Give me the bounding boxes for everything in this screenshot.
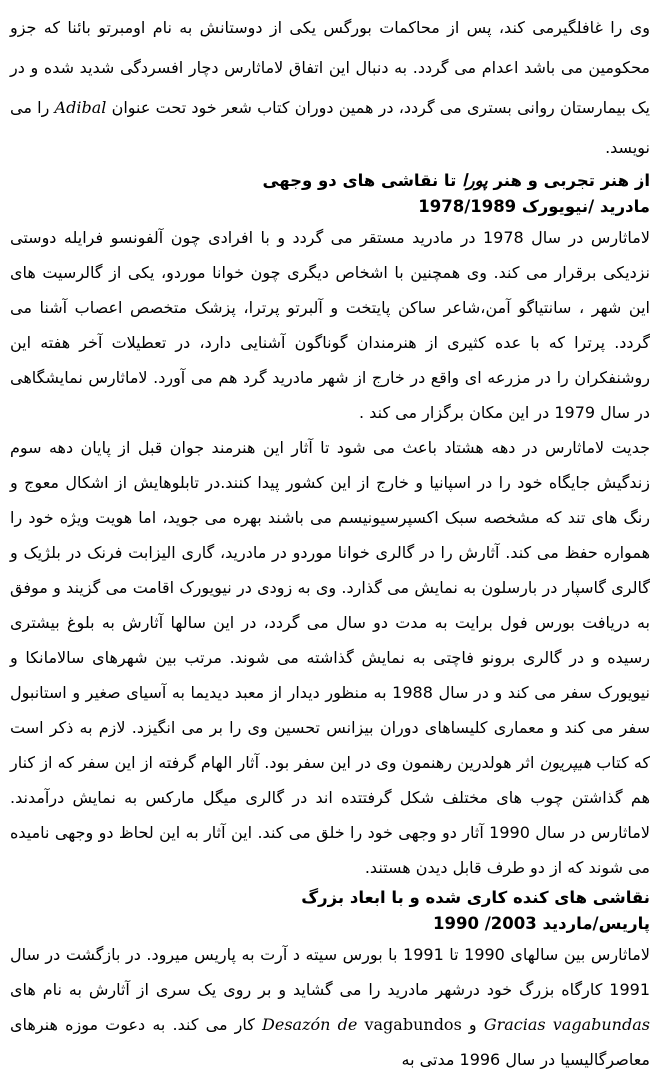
section1-paragraph-2-pre: جدیت لاماثارس در دهه هشتاد باعث می شود تا آثار این هنرمند جوان قبل از پایان دهه سوم زندگیش جایگاه خود را در اسپانیا و خارج از این کشور پیدا کنند.در تابلوهایش از اشکال معوج و رنگ های تند که مشخصه سبک اکسپرسیونیسم می باشند بهره می جوید، اما هویت ویژه خود را همواره حفظ می کند. آثارش را در گالری خوانا موردو در مادرید، گاری الیزابت فرنک در بلژیک و گالری گاسپار در بارسلون به نمایش می گذارد. وی به زودی در نیویورک اقامت می گزیند و موفق به دریافت بورس فول برایت به مدت دو سال می گردد، در این سالها آثارش به بلوغ بیشتری رسیده و در گالری برونو فاچتی به نمایش گذاشته می شوند. مرتب بین شهرهای سالامانکا و نیویورک سفر می کند و در سال 1988 به منظور دیدار از معبد دیدیما به آسیای صغیر و استانبول سفر می کند و معماری کلیساهای دوران بیزانس تحسین وی را بر می انگیزد. لازم به ذکر است که کتاب (10, 438, 651, 772)
section2-paragraph-1 (10, 937, 650, 1077)
section2-heading: نقاشی های کنده کاری شده و با ابعاد بزرگ (301, 888, 650, 907)
section2-artwork-title-1: Gracias vagabundas (483, 1015, 650, 1034)
section2-artwork-title-2: Desazón de (262, 1015, 358, 1034)
intro-paragraph (10, 8, 650, 168)
section1-paragraph-2-book-title: هیپریون (539, 753, 592, 772)
section1-heading-pre: از هنر تجربی و هنر (487, 171, 650, 190)
intro-latin-title: Adibal (54, 98, 107, 117)
section1-paragraph-2 (10, 430, 650, 885)
section1-heading-italic-word: پورا (462, 171, 488, 190)
section2-artwork-title-2-upright: vagabundos (357, 1015, 462, 1034)
section2-paragraph-1-mid: و (461, 1015, 484, 1034)
section2-paragraph-1-pre: لاماثارس بین سالهای 1990 تا 1991 با بورس سیته د آرت به پاریس میرود. در بازگشت در سال 1991 کارگاه بزرگ خود درشهر مادرید را می گشاید و بر روی یک سری از آثارش به نام های (10, 945, 650, 999)
section2-paragraph-1-post: کار می کند. به دعوت موزه هنرهای معاصرگالیسیا در سال 1996 مدتی به (10, 1015, 650, 1069)
intro-text-post: را می نویسد. (10, 98, 650, 157)
section1-paragraph-2-post: اثر هولدرین رهنمون وی در این سفر بود. آثار الهام گرفته از این سفر که از کنار هم گذاشتن چوب های مختلف شکل گرفتتده اند در گالری میگل مارکس به نمایش درآمدند. لاماثارس در سال 1990 آثار دو وجهی خود را خلق می کند. این آثار به این لحاظ دو وجهی نامیده می شوند که از دو طرف قابل دیدن هستند. (10, 753, 651, 877)
section1-heading-post: تا نقاشی های دو وجهی (262, 171, 463, 190)
section1-subheading: مادرید /نیویورک 1978/1989 (418, 197, 650, 216)
section1-heading (10, 168, 650, 194)
section1-paragraph-1: لاماثارس در سال 1978 در مادرید مستقر می گردد و با افرادی چون آلفونسو فرایله دوستی نزدیکی برقرار می کند. وی همچنین با اشخاص دیگری چون خوانا موردو، یکی از گالرسیت های این شهر ، سانتیاگو آمن،شاعر ساکن پایتخت و آلبرتو پرترا، پزشک متخصص اعصاب آشنا می گردد. پرترا که با عده کثیری از هنرمندان گوناگون آشنایی دارد، در تعطیلات آخر هفته این روشنفکران را در مزرعه ای واقع در خارج از شهر مادرید گرد هم می آورد. لاماثارس نمایشگاهی در سال 1979 در این مکان برگزار می کند . (10, 228, 651, 422)
section2-subheading: پاریس/ماردید 2003/ 1990 (433, 914, 650, 933)
intro-text-pre: وی را غافلگیرمی کند، پس از محاکمات بورگس یکی از دوستانش به نام اومبرتو بائنا که جزو محکومین می باشد اعدام می گردد. به دنبال این اتفاق لاماثارس دچار افسردگی شدید شده و در یک بیمارستان روانی بستری می گردد، در همین دوران کتاب شعر خود تحت عنوان (10, 18, 651, 117)
